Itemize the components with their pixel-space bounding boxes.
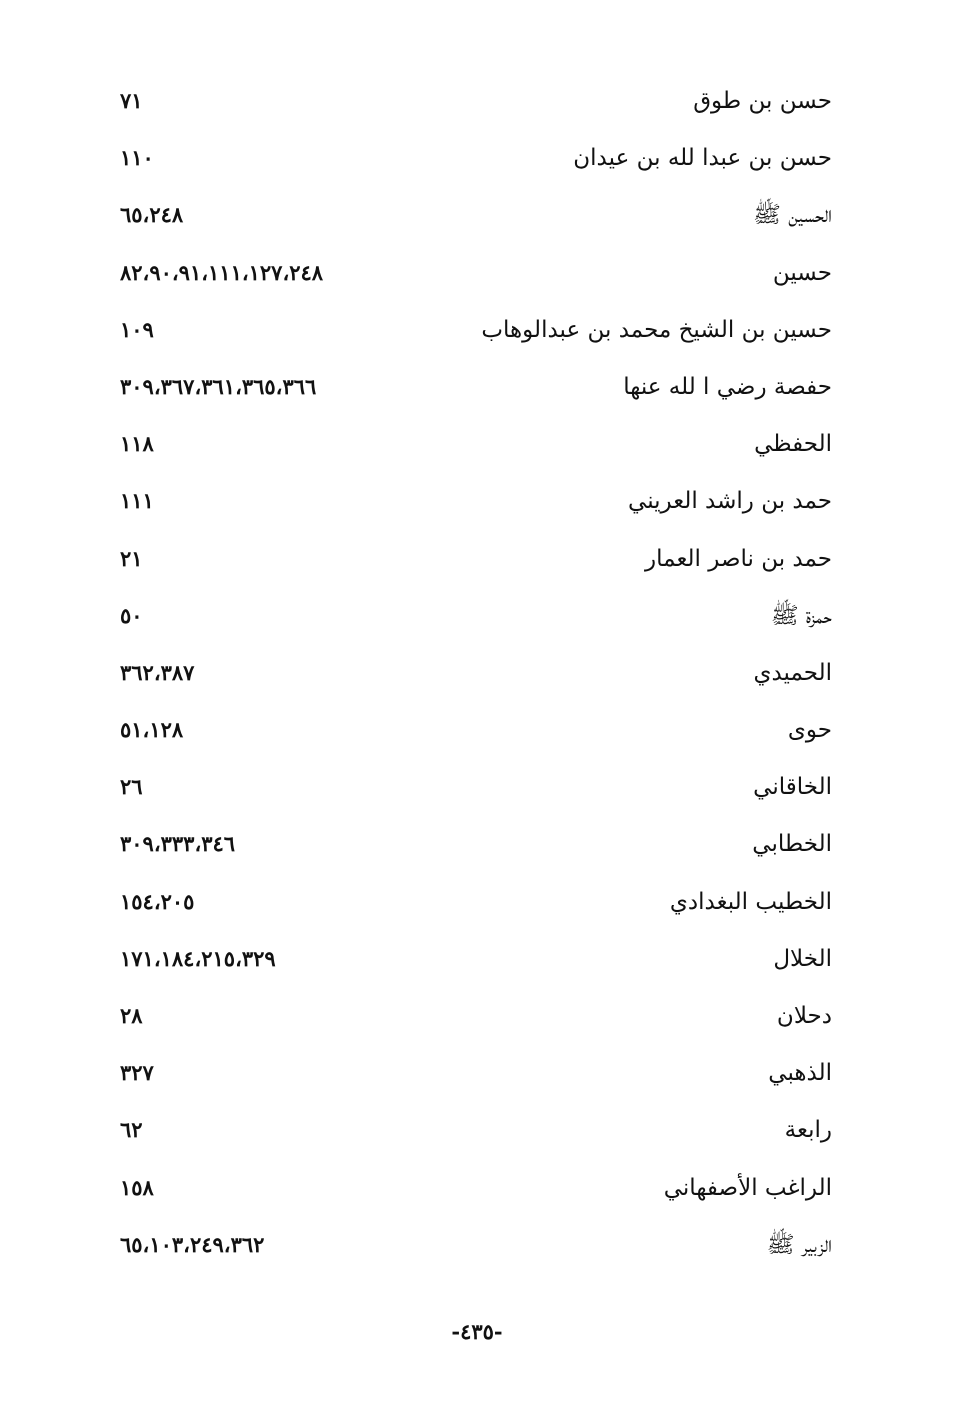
entry-name: حمد بن ناصر العمار xyxy=(645,545,832,572)
entry-name: الزبير ﷺ xyxy=(766,1231,832,1258)
entry-name: الراغب الأصفهاني xyxy=(663,1174,832,1201)
entry-name: حفصة رضي ا لله عنها xyxy=(623,373,832,400)
entry-pages: ٣٠٩،٣٣٣،٣٤٦ xyxy=(120,831,236,857)
index-entry xyxy=(0,132,954,189)
index-entry xyxy=(0,533,954,590)
index-entry xyxy=(0,647,954,704)
entry-name: رابعة xyxy=(784,1117,832,1144)
index-entry xyxy=(0,304,954,361)
index-entry xyxy=(0,876,954,933)
entry-pages: ٦٥،١٠٣،٢٤٩،٣٦٢ xyxy=(120,1231,265,1257)
index-entry xyxy=(0,704,954,761)
index-entry xyxy=(0,818,954,875)
entry-pages: ١١١ xyxy=(120,488,154,514)
entry-name: حسن بن عبدا لله بن عيدان xyxy=(573,145,832,172)
entry-pages: ٥٠ xyxy=(120,602,143,628)
entry-name: الحسين ﷺ xyxy=(753,202,832,229)
page-number: -٤٣٥- xyxy=(451,1319,503,1344)
index-entry xyxy=(0,1047,954,1104)
entry-pages: ٧١ xyxy=(120,88,143,113)
index-entry xyxy=(0,1104,954,1161)
entry-name: الذهبي xyxy=(768,1060,832,1087)
index-entry xyxy=(0,1162,954,1219)
index-entry xyxy=(0,75,954,132)
entry-pages: ٣٠٩،٣٦٧،٣٦١،٣٦٥،٣٦٦ xyxy=(120,373,317,399)
index-entry xyxy=(0,1219,954,1276)
index-entry xyxy=(0,590,954,647)
entry-name: الخطابي xyxy=(752,831,832,858)
entry-pages: ٢٦ xyxy=(120,774,143,800)
index-entry xyxy=(0,990,954,1047)
entry-name: الخلال xyxy=(773,945,832,972)
entry-pages: ١١٨ xyxy=(120,431,154,457)
index-entry xyxy=(0,247,954,304)
entry-pages: ٢١ xyxy=(120,545,143,571)
index-entry xyxy=(0,418,954,475)
entry-name: حمزة ﷺ xyxy=(770,602,832,629)
entry-name: الحميدي xyxy=(753,659,832,686)
entry-name: الخطيب البغدادي xyxy=(669,888,832,915)
entry-name: دحلان xyxy=(776,1003,832,1029)
entry-name: حوى xyxy=(787,717,832,744)
entry-pages: ١٥٨ xyxy=(120,1174,154,1200)
index-entry xyxy=(0,189,954,246)
entry-name: حسين بن الشيخ محمد بن عبدالوهاب xyxy=(481,316,832,343)
index-entry xyxy=(0,475,954,532)
entry-pages: ٣٢٧ xyxy=(120,1060,154,1086)
entry-pages: ١٠٩ xyxy=(120,316,154,342)
index-entry xyxy=(0,761,954,818)
entry-pages: ١٥٤،٢٠٥ xyxy=(120,888,195,914)
entry-pages: ٥١،١٢٨ xyxy=(120,717,184,743)
entry-pages: ٨٢،٩٠،٩١،١١١،١٢٧،٢٤٨ xyxy=(120,259,324,285)
index-entry xyxy=(0,933,954,990)
entry-pages: ٦٢ xyxy=(120,1117,143,1143)
entry-name: حسن بن طوق xyxy=(693,88,832,114)
entry-pages: ٣٦٢،٣٨٧ xyxy=(120,659,195,685)
entry-pages: ٢٨ xyxy=(120,1003,143,1028)
index-list xyxy=(0,75,954,1276)
entry-name: الحفظي xyxy=(754,431,832,458)
entry-pages: ١١٠ xyxy=(120,145,154,171)
entry-name: الخاقاني xyxy=(753,774,832,801)
entry-name: حسين xyxy=(772,259,832,286)
entry-pages: ١٧١،١٨٤،٢١٥،٣٢٩ xyxy=(120,945,276,971)
entry-pages: ٦٥،٢٤٨ xyxy=(120,202,184,228)
entry-name: حمد بن راشد العريني xyxy=(628,488,832,515)
index-entry xyxy=(0,361,954,418)
